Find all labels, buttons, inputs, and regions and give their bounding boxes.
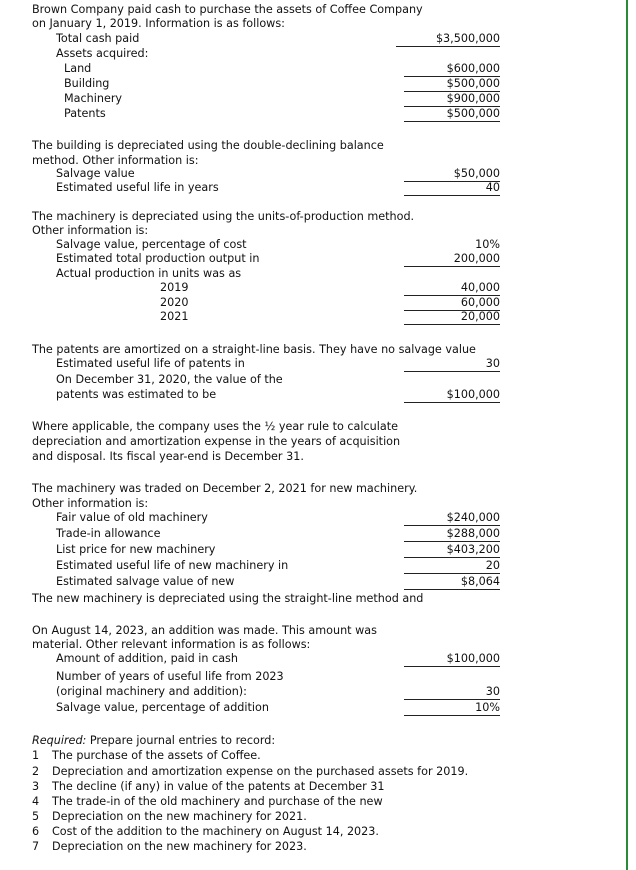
patents-life-label: Estimated useful life of patents in (56, 357, 245, 370)
required-item-number: 3 (32, 780, 40, 793)
required-item-number: 7 (32, 840, 40, 853)
asset-value: $600,000 (404, 62, 500, 77)
machinery-total-output-value: 200,000 (404, 252, 500, 267)
trade-line-1: The machinery was traded on December 2, 2021 for new machinery. (32, 482, 418, 495)
production-value: 40,000 (404, 281, 500, 296)
machinery-line-1: The machinery is depreciated using the units-of-production method. (32, 210, 415, 223)
trade-item-value: $403,200 (404, 543, 500, 558)
assets-label: Assets acquired: (56, 47, 149, 60)
trade-item-label: Estimated salvage value of new (56, 575, 235, 588)
required-item-number: 6 (32, 825, 40, 838)
production-value: 60,000 (404, 296, 500, 311)
trade-item-value: $8,064 (404, 575, 500, 590)
asset-value: $500,000 (404, 107, 500, 122)
addition-line-1: On August 14, 2023, an addition was made. This amount was (32, 624, 377, 637)
addition-amount-value: $100,000 (404, 652, 500, 667)
addition-years-label-1: Number of years of useful life from 2023 (56, 670, 284, 683)
asset-value: $500,000 (404, 77, 500, 92)
trade-item-label: Estimated useful life of new machinery in (56, 559, 289, 572)
building-salvage-label: Salvage value (56, 167, 135, 180)
trade-line-after: The new machinery is depreciated using the straight-line method and (32, 592, 424, 605)
addition-amount-label: Amount of addition, paid in cash (56, 652, 238, 665)
building-line-1: The building is depreciated using the double-declining balance (32, 139, 384, 152)
machinery-total-output-label: Estimated total production output in (56, 252, 260, 265)
intro-line-1: Brown Company paid cash to purchase the assets of Coffee Company (32, 3, 423, 16)
asset-label: Machinery (64, 92, 123, 105)
machinery-salvage-value: 10% (475, 238, 500, 251)
addition-salvage-label: Salvage value, percentage of addition (56, 701, 269, 714)
required-item-number: 5 (32, 810, 40, 823)
trade-item-label: List price for new machinery (56, 543, 216, 556)
required-heading (32, 734, 275, 748)
rule-line-2: depreciation and amortization expense in the years of acquisition (32, 435, 401, 448)
addition-years-label-2: (original machinery and addition): (56, 685, 247, 698)
patents-dec-label-2: patents was estimated to be (56, 388, 217, 401)
rule-line-1: Where applicable, the company uses the ½ year rule to calculate (32, 420, 398, 433)
trade-item-value: $288,000 (404, 527, 500, 542)
patents-line-1: The patents are amortized on a straight-line basis. They have no salvage value (32, 343, 476, 356)
trade-item-value: 20 (404, 559, 500, 574)
required-heading-rest: Prepare journal entries to record: (86, 734, 276, 747)
patents-dec-value: $100,000 (404, 388, 500, 403)
required-item-number: 2 (32, 765, 40, 778)
addition-years-value: 30 (404, 685, 500, 700)
patents-dec-label-1: On December 31, 2020, the value of the (56, 373, 283, 386)
required-item-text: Depreciation on the new machinery for 2021. (52, 810, 307, 823)
sheet-edge-divider (626, 0, 628, 870)
production-year: 2020 (160, 296, 189, 309)
total-cash-label: Total cash paid (56, 32, 140, 45)
building-salvage-value: $50,000 (404, 167, 500, 182)
production-year: 2019 (160, 281, 189, 294)
required-item-text: The decline (if any) in value of the patents at December 31 (52, 780, 385, 793)
required-item-text: Cost of the addition to the machinery on August 14, 2023. (52, 825, 379, 838)
asset-value: $900,000 (404, 92, 500, 107)
asset-label: Land (64, 62, 92, 75)
addition-line-2: material. Other relevant information is as follows: (32, 638, 311, 651)
building-life-value: 40 (404, 181, 500, 196)
required-item-text: Depreciation on the new machinery for 2023. (52, 840, 307, 853)
asset-label: Patents (64, 107, 106, 120)
trade-item-label: Trade-in allowance (56, 527, 161, 540)
trade-line-2: Other information is: (32, 497, 149, 510)
total-cash-value: $3,500,000 (396, 32, 500, 47)
production-year: 2021 (160, 310, 189, 323)
required-item-number: 4 (32, 795, 40, 808)
asset-label: Building (64, 77, 110, 90)
required-item-text: The purchase of the assets of Coffee. (52, 749, 261, 762)
trade-item-label: Fair value of old machinery (56, 511, 208, 524)
building-life-label: Estimated useful life in years (56, 181, 219, 194)
intro-line-2: on January 1, 2019. Information is as follows: (32, 17, 285, 30)
rule-line-3: and disposal. Its fiscal year-end is December 31. (32, 450, 304, 463)
machinery-line-2: Other information is: (32, 224, 149, 237)
required-item-number: 1 (32, 749, 40, 762)
patents-life-value: 30 (404, 357, 500, 372)
addition-salvage-value: 10% (404, 701, 500, 716)
required-item-text: Depreciation and amortization expense on the purchased assets for 2019. (52, 765, 469, 778)
building-line-2: method. Other information is: (32, 154, 199, 167)
production-value: 20,000 (404, 310, 500, 325)
machinery-actual-label: Actual production in units was as (56, 267, 242, 280)
required-label: Required: (32, 734, 87, 747)
trade-item-value: $240,000 (404, 511, 500, 526)
required-item-text: The trade-in of the old machinery and purchase of the new (52, 795, 383, 808)
machinery-salvage-label: Salvage value, percentage of cost (56, 238, 247, 251)
